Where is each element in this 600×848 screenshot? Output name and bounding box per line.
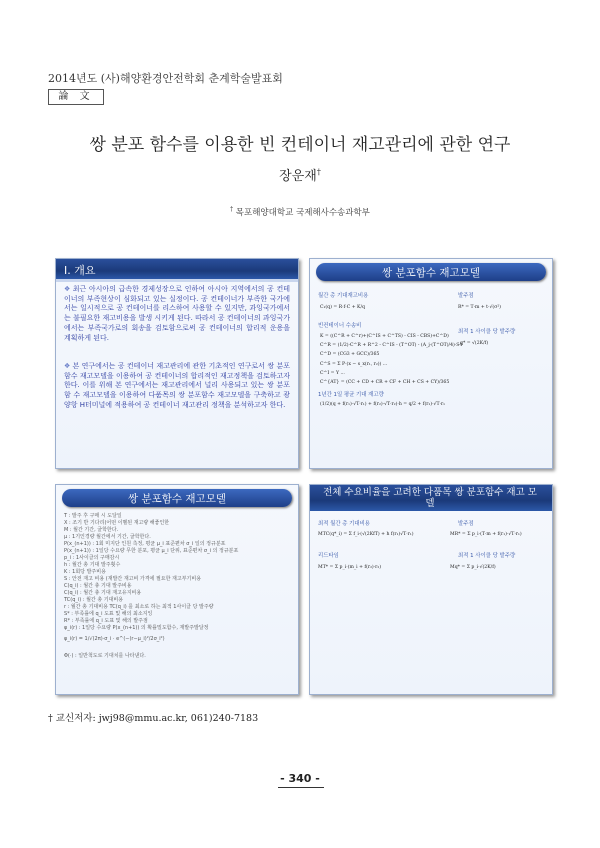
- author: [0, 165, 600, 184]
- notation-line: P(x_(n+1)) : 1일당 수요량 무한 분포, 평균 μ_i 단위, 표준편차 σ_i 의 정규분포: [64, 548, 239, 554]
- footnote-mark: †: [48, 713, 53, 724]
- author-name: 장운재: [279, 169, 317, 184]
- equation: K = ((C^R + C^r)+(C^IS + C^TS) - CIS - CBS)+C^D): [320, 334, 449, 339]
- slide-dual-bin-model: [309, 258, 553, 469]
- page-number: - 340 -: [280, 772, 320, 785]
- label-optimal-monthly-cost: 최적 월간 총 기대비용: [318, 521, 371, 527]
- notation-line: φ_i(r) : 1일당 수요량 P(x_(n+1)) 의 확률밀도함수, 재발주발달정: [64, 625, 209, 631]
- footnote: [48, 710, 258, 724]
- equation: MT* = Σ p_i·(m_i + f(r₂)·r₂): [318, 565, 382, 570]
- page-number-rule: [278, 787, 324, 788]
- notation-line: K : 1회당 발주비용: [64, 569, 106, 575]
- label-reorder-point: 발주점: [458, 521, 474, 527]
- notation-line: h : 월간 총 기대 발주횟수: [64, 562, 121, 568]
- conference-header: 2014년도 (사)해양환경안전학회 춘계학술발표회: [48, 72, 283, 85]
- equation: C^D = (CG3 + GCC)/365: [320, 352, 380, 357]
- notation-line: P(x_(n+1)) : 1회 미지단 인원 측정, 평균 μ_i 표준편차 σ_i 일의 정규분포: [64, 541, 226, 547]
- affiliation-text: 목포해양대학교 국제해사수송과학부: [235, 208, 370, 218]
- bullet-2: [64, 362, 290, 411]
- paper-title: 쌍 분포 함수를 이용한 빈 컨테이너 재고관리에 관한 연구: [89, 135, 511, 155]
- notation-line: Φ(·) : 일반척도로 기대치를 나타낸다.: [64, 653, 146, 659]
- label-lead-time: 리드타임: [318, 553, 339, 559]
- notation-line: C(q_i) : 월간 총 기대 발주비용: [64, 583, 132, 589]
- equation: Mq* = Σ p_i·√(2K/f): [450, 565, 496, 570]
- equation: R* = T·m + t·√(σ²): [458, 305, 501, 310]
- paper-type-tag: 論 文: [48, 89, 104, 105]
- notation-line: R* : 부족률에 q_i 도표 및 해의 발주점: [64, 618, 148, 624]
- slide-model-notation: [55, 484, 299, 695]
- equation: MTC(q*_i) = Σ f_i·(√(2KfT) + h f(r₁)√T·r₁): [318, 532, 414, 537]
- slide-title: 전체 수요비율을 고려한 다품목 쌍 분포함수 재고 모델: [323, 487, 537, 509]
- slide-multi-item-model: [309, 484, 553, 695]
- slide-overview: [55, 258, 299, 469]
- equation: C₁(q) = R·f·C + K/q: [320, 305, 365, 310]
- label-optimal-order: 최적 1 사이클 당 발주량: [458, 329, 516, 335]
- notation-line: C(q_i) : 월간 총 기대 재고유지비용: [64, 590, 142, 596]
- bullet-1: [64, 285, 290, 343]
- diamond-bullet-icon: ❖: [64, 285, 71, 293]
- equation: (1/2)(q + f(r₁)·√T·r₁) + f(r₂)·√T·r₂)·h = q/2 + f(r₁)·√T·r₁: [320, 402, 446, 407]
- bullet-text: 본 연구에서는 공 컨테이너 재고관리에 관한 기초적인 연구로서 쌍 분포함수 재고모델을 이용하여 공 컨테이너의 합리적인 재고정책을 검토하고자 한다. 이를 위해 본 연구에서는 재고관리에서 널리 사용되고 있는 쌍 분포함 수 재고모델을 이용하여 다품목의 쌍 분포함수 재고모델을 구축하고 광양항 H터미널에 적용하여 공 컨테이너 재고관리 정책을 분석하고자 한다.: [64, 362, 290, 409]
- slide-title-pill: [316, 263, 546, 281]
- label-optimal-order: 최적 1 사이클 당 발주량: [458, 553, 516, 559]
- notation-line: TC(q_i) : 월간 총 기대비용: [64, 597, 124, 603]
- diamond-bullet-icon: ❖: [64, 362, 71, 370]
- equation: C^S = Σ P·(x − s_x(r₁, r₂)) ...: [320, 362, 388, 367]
- equation: C^{AT} = (CC + CD + CR + CF + CH + CS + CY)/365: [320, 380, 450, 385]
- notation-line: S* : 부족률에 q_i 도표 및 해의 최소지잉: [64, 611, 153, 617]
- equation: C^R = (1/2)·C^R + R^2 - C^IS - (T^OT) - (A_j·(T^OT)/4)·S4: [320, 343, 463, 348]
- label-avg-inventory: 1년간 1일 평균 기대 재고량: [318, 392, 384, 398]
- slide-title: Ⅰ. 개요: [64, 264, 96, 277]
- slide-title-underline: [56, 279, 298, 282]
- notation-line: T : 발주 후 구매 시 도달일: [64, 513, 122, 519]
- slide-title: 쌍 분포함수 재고모델: [128, 493, 226, 505]
- notation-line: φ_i(r) = 1/√(2π)·σ_i · e^(−(r−μ_i)²/2σ_i²): [64, 636, 165, 642]
- slide-title-pill: [62, 489, 292, 507]
- label-transport-cost: 빈컨테이너 수송비: [318, 323, 362, 329]
- notation-line: X : 조기 반 기다리(어떤 이벨된 재고량 해좋인한: [64, 520, 170, 526]
- label-monthly-cost: 월간 총 기대재고비용: [318, 293, 369, 299]
- equation: C^I = Y ...: [320, 371, 345, 376]
- notation-line: S : 안전 재고 비용 (재발간 재고비 가격에 필요한 재고부기비용: [64, 576, 202, 582]
- slide-title: 쌍 분포함수 재고모델: [382, 267, 480, 279]
- label-reorder-point: 발주점: [458, 293, 474, 299]
- bullet-text: 최근 아시아의 급속한 경제성장으로 인하여 아시아 지역에서의 공 컨테이너의 부족현상이 심화되고 있는 실정이다. 공 컨테이너가 부족한 국가에서는 일시적으로 공 컨테이너를 리스하여 사용할 수 있지만, 과잉국가에서는 불필요한 재고비용을 발생 시키게 된다. 따라서 공 컨테이너의 과잉국가에서는 부족국가로의 회송을 검토함으로써 공 컨테이너의 합리적 운용을 계획하게 된다.: [64, 285, 290, 342]
- affiliation: [0, 206, 600, 218]
- notation-line: M : 월간 기간, 굴학한다.: [64, 527, 119, 533]
- author-mark: †: [316, 167, 321, 177]
- notation-line: p_i : 1사이클의 구매감시: [64, 555, 120, 561]
- equation: q* = √(2K/f): [460, 341, 489, 346]
- footnote-text: 교신저자: jwj98@mmu.ac.kr, 061)240-7183: [55, 713, 259, 724]
- affiliation-mark: †: [230, 206, 234, 214]
- notation-line: μ : 1기인경량 월간에서 기간, 굴학한다.: [64, 534, 151, 540]
- equation: MR* = Σ p_i·(T·m + f(r₁)·√T·r₁): [450, 532, 522, 537]
- notation-line: r : 월간 총 기대비용 TC(q_i) 를 최소로 하는 최적 1사이클 당 발주량: [64, 604, 214, 610]
